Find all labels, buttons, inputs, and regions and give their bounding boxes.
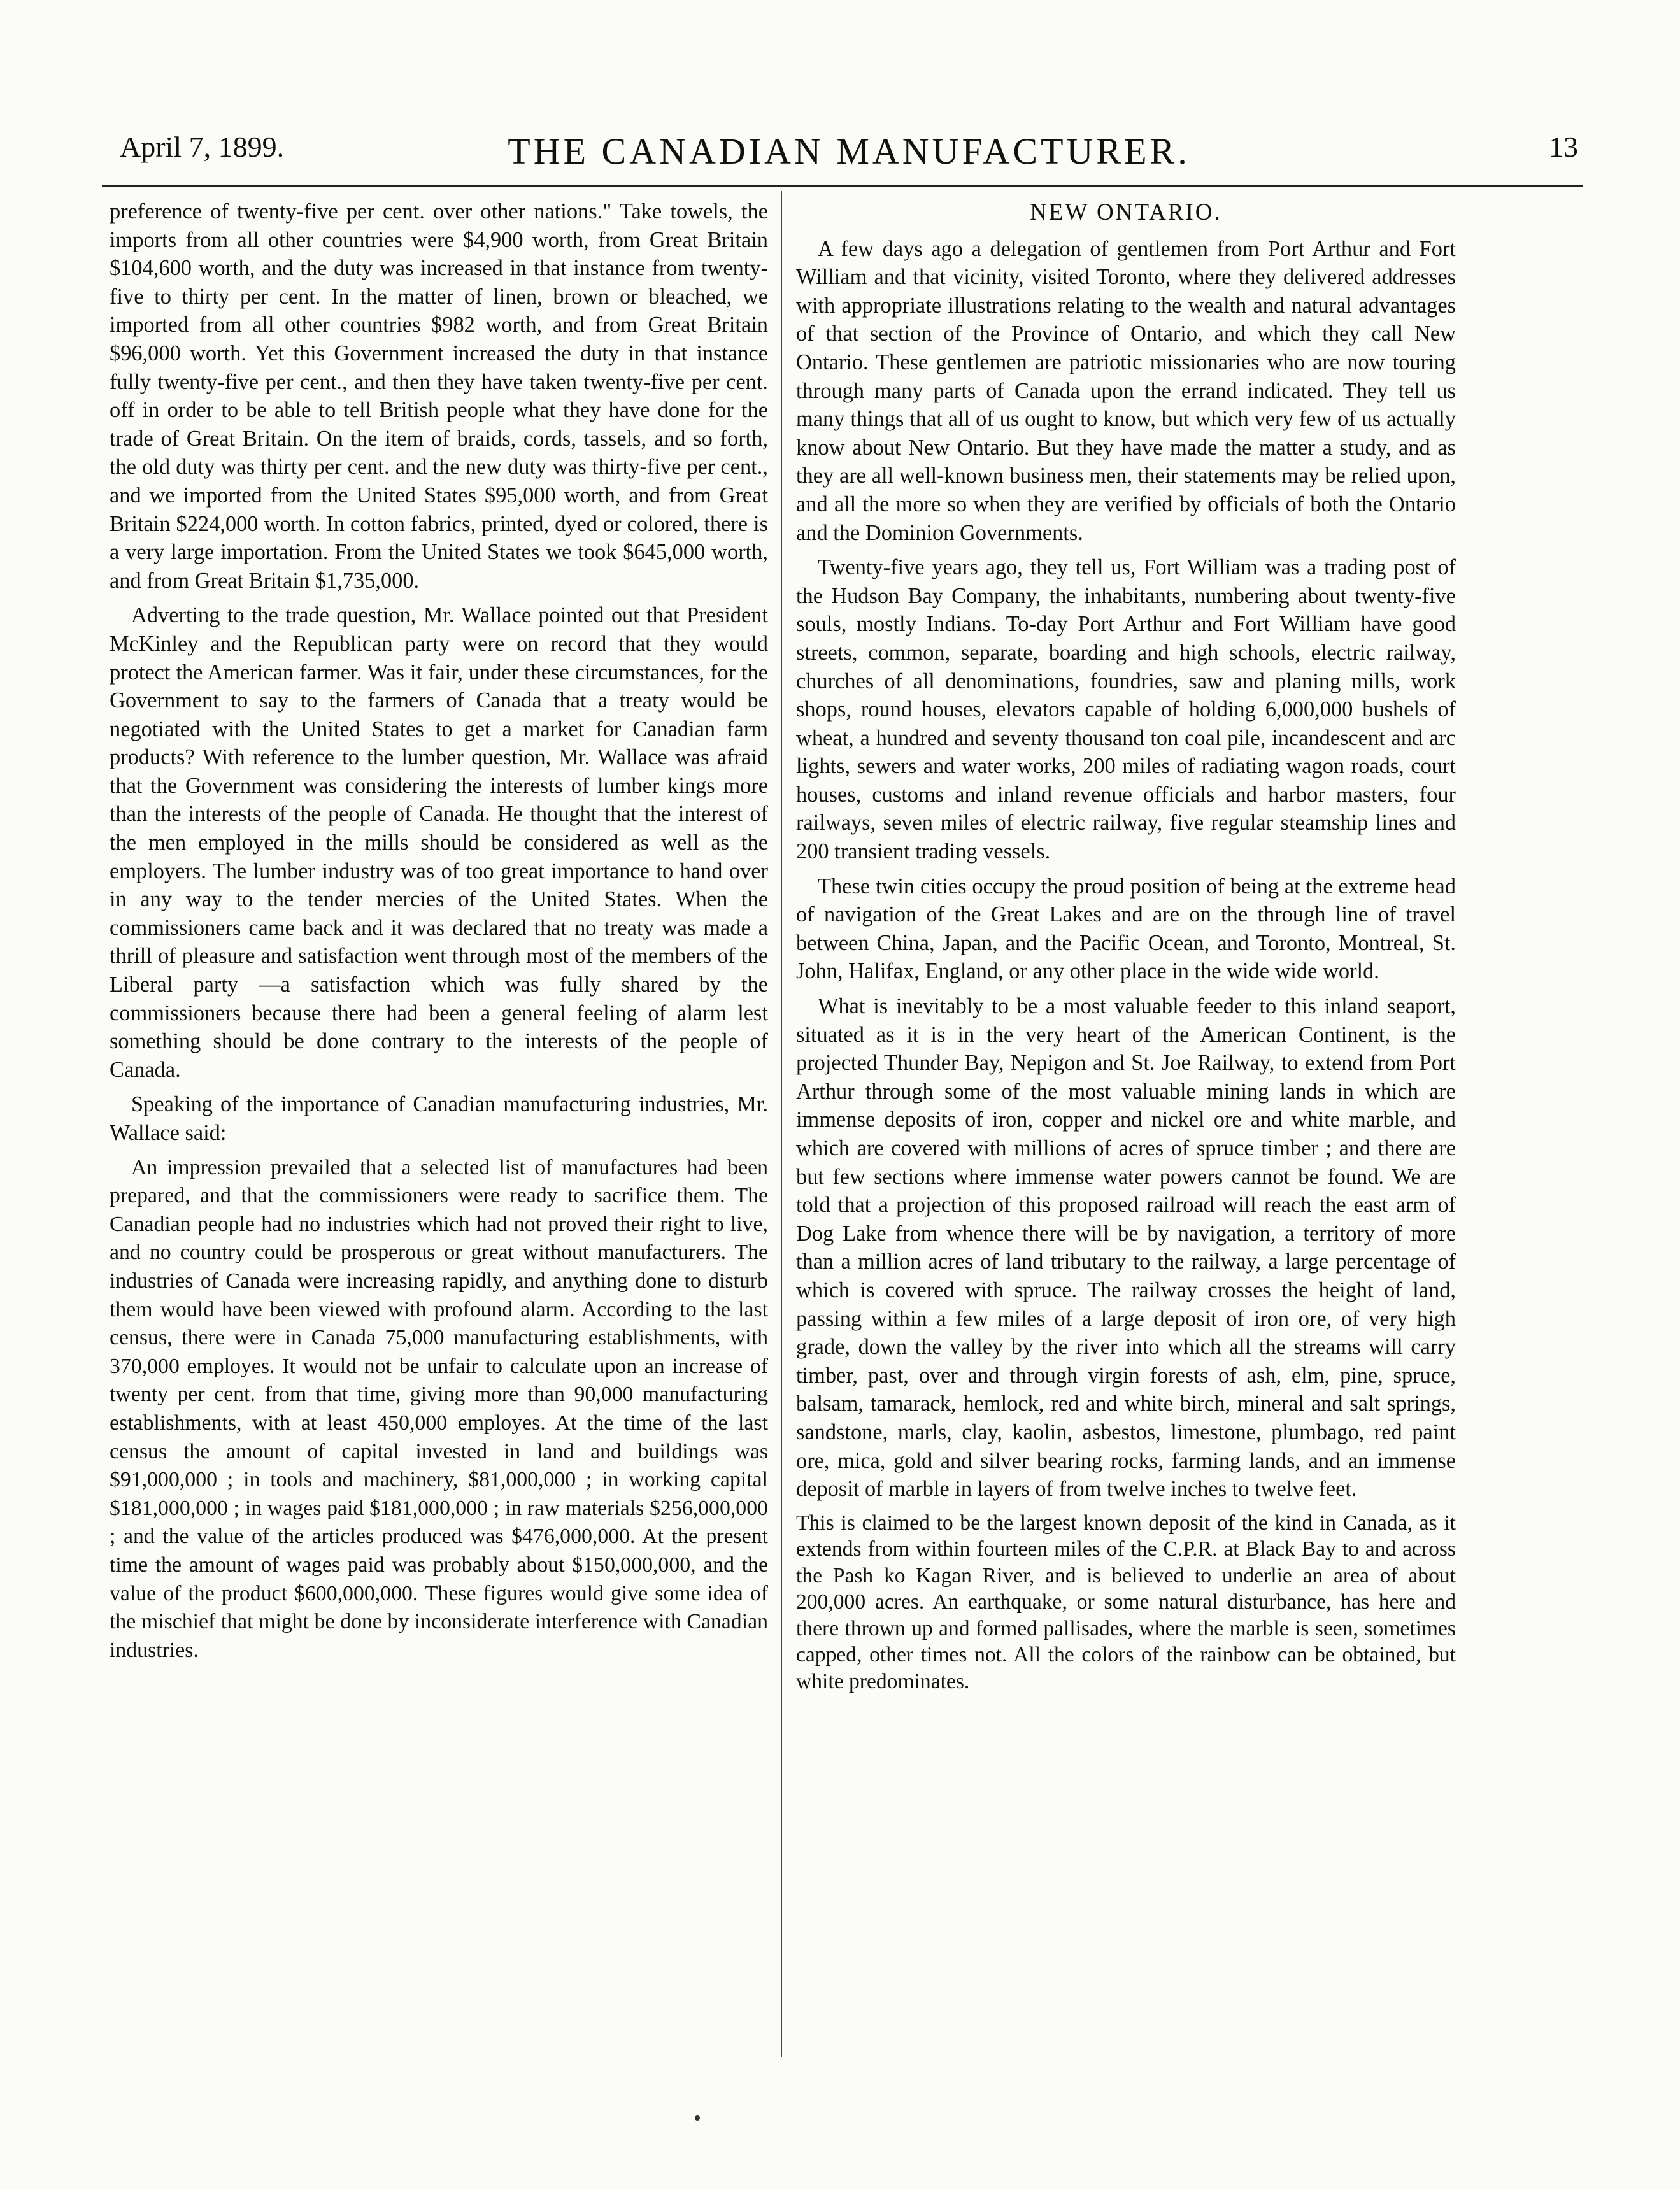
header-rule [102,185,1583,187]
page-mark-dot [695,2115,700,2121]
column-divider [781,191,782,2057]
right-paragraph-2: Twenty-five years ago, they tell us, Fort William was a trading post of the Hudson Bay Company, the inhabitants, numbering about twenty-five souls, mostly Indians. To-day Port Arthur and Fort William have good streets, common, separate, boarding and high schools, electric railway, churches of all denominations, foundries, saw and planing mills, work shops, round houses, elevators capable of holding 6,000,000 bushels of wheat, a hundred and seventy thousand ton coal pile, incandescent and arc lights, sewers and water works, 200 miles of radiating wagon roads, court houses, customs and inland revenue officials and harbor masters, four railways, seven miles of electric railway, five regular steamship lines and 200 transient trading vessels. [796,555,1456,864]
page-header [120,130,1578,174]
left-paragraph-3: Speaking of the importance of Canadian manufacturing industries, Mr. Wallace said: [110,1092,768,1145]
right-paragraph-3: These twin cities occupy the proud position of being at the extreme head of navigation of the Great Lakes and are on the through line of travel between China, Japan, and the Pacific Ocean, and Toronto, Montreal, St. John, Halifax, England, or any other place in the wide wide world. [796,874,1456,984]
left-paragraph-4: An impression prevailed that a selected list of manufactures had been prepared, and that the commissioners were ready to sacrifice them. The Canadian people had no industries which had not proved their right to live, and no country could be prosperous or great without manufacturers. The industries of Canada were increasing rapidly, and anything done to disturb them would have been viewed with profound alarm. According to the last census, there were in Canada 75,000 manufacturing establishments, with 370,000 employes. It would not be unfair to calculate upon an increase of twenty per cent. from that time, giving more than 90,000 manufacturing establishments, with at least 450,000 employes. At the time of the last census the amount of capital invested in land and buildings was $91,000,000 ; in tools and machinery, $81,000,000 ; in working capital $181,000,000 ; in wages paid $181,000,000 ; in raw materials $256,000,000 ; and the value of the articles produced was $476,000,000. At the present time the amount of wages paid was probably about $150,000,000, and the value of the product $600,000,000. These figures would give some idea of the mischief that might be done by inconsiderate interference with Canadian industries. [110,1155,768,1662]
right-paragraph-4: What is inevitably to be a most valuable feeder to this inland seaport, situated as it is in the very heart of the American Continent, is the projected Thunder Bay, Nepigon and St. Joe Railway, to extend from Port Arthur through some of the most valuable mining lands in which are immense deposits of iron, copper and nickel ore and white marble, and which are covered with millions of acres of spruce timber ; and there are but few sections where immense water powers cannot be found. We are told that a projection of this proposed railroad will reach the east arm of Dog Lake from whence there will be by navigation, a territory of more than a million acres of land tributary to the railway, a large percentage of which is covered with spruce. The railway crosses the height of land, passing within a few miles of a large deposit of iron ore, of very high grade, down the valley by the river into which all the streams will carry timber, past, over and through virgin forests of ash, elm, pine, spruce, balsam, tamarack, hemlock, red and white birch, mineral and salt springs, sandstone, marls, clay, kaolin, asbestos, limestone, plumbago, red paint ore, mica, gold and silver bearing rocks, farming lands, and an immense deposit of marble in layers of from twelve inches to twelve feet. [796,994,1456,1502]
page-number: 13 [1549,131,1578,163]
right-column [796,197,1456,1701]
right-paragraph-4-continued: This is claimed to be the largest known deposit of the kind in Canada, as it extends from within fourteen miles of the C.P.R. at Black Bay to and across the Pash ko Kagan River, and is believed to underlie an area of about 200,000 acres. An earthquake, or some natural disturbance, has here and there thrown up and formed pallisades, where the marble is seen, sometimes capped, other times not. All the colors of the rainbow can be obtained, but white predominates. [796,1511,1456,1693]
left-paragraph-1: preference of twenty-five per cent. over other nations." Take towels, the imports from all other countries were $4,900 worth, from Great Britain $104,600 worth, and the duty was increased in that instance from twenty-five to thirty per cent. In the matter of linen, brown or bleached, we imported from all other countries $982 worth, and from Great Britain $96,000 worth. Yet this Government increased the duty in that instance fully twenty-five per cent., and then they have taken twenty-five per cent. off in order to be able to tell British people what they have done for the trade of Great Britain. On the item of braids, cords, tassels, and so forth, the old duty was thirty per cent. and the new duty was thirty-five per cent., and we imported from the United States $95,000 worth, and from Great Britain $224,000 worth. In cotton fabrics, printed, dyed or colored, there is a very large importation. From the United States we took $645,000 worth, and from Great Britain $1,735,000. [110,199,768,593]
article-title: NEW ONTARIO. [1030,199,1222,225]
issue-date: April 7, 1899. [120,131,285,163]
right-paragraph-1: A few days ago a delegation of gentlemen from Port Arthur and Fort William and that vicinity, visited Toronto, where they delivered addresses with appropriate illustrations relating to the wealth and natural advantages of that section of the Province of Ontario, and which they call New Ontario. These gentlemen are patriotic missionaries who are now touring through many parts of Canada upon the errand indicated. They tell us many things that all of us ought to know, but which very few of us actually know about New Ontario. But they have made the matter a study, and as they are all well-known business men, their statements may be relied upon, and all the more so when they are verified by officials of both the Ontario and the Dominion Governments. [796,236,1456,545]
left-paragraph-2: Adverting to the trade question, Mr. Wallace pointed out that President McKinley and the Republican party were on record that they would protect the American farmer. Was it fair, under these circumstances, for the Government to say to the farmers of Canada that a treaty would be negotiated with the United States to get a market for Canadian farm products? With reference to the lumber question, Mr. Wallace was afraid that the Government was considering the interests of lumber kings more than the interests of the people of Canada. He thought that the interest of the men employed in the mills should be considered as well as the employers. The lumber industry was of too great importance to hand over in any way to the tender mercies of the United States. When the commissioners came back and it was declared that no treaty was made a thrill of pleasure and satisfaction went through most of the members of the Liberal party —a satisfaction which was fully shared by the commissioners because there had been a general feeling of alarm lest something should be done contrary to the interests of the people of Canada. [110,603,768,1082]
left-column [110,197,768,1671]
publication-title: THE CANADIAN MANUFACTURER. [508,131,1190,172]
